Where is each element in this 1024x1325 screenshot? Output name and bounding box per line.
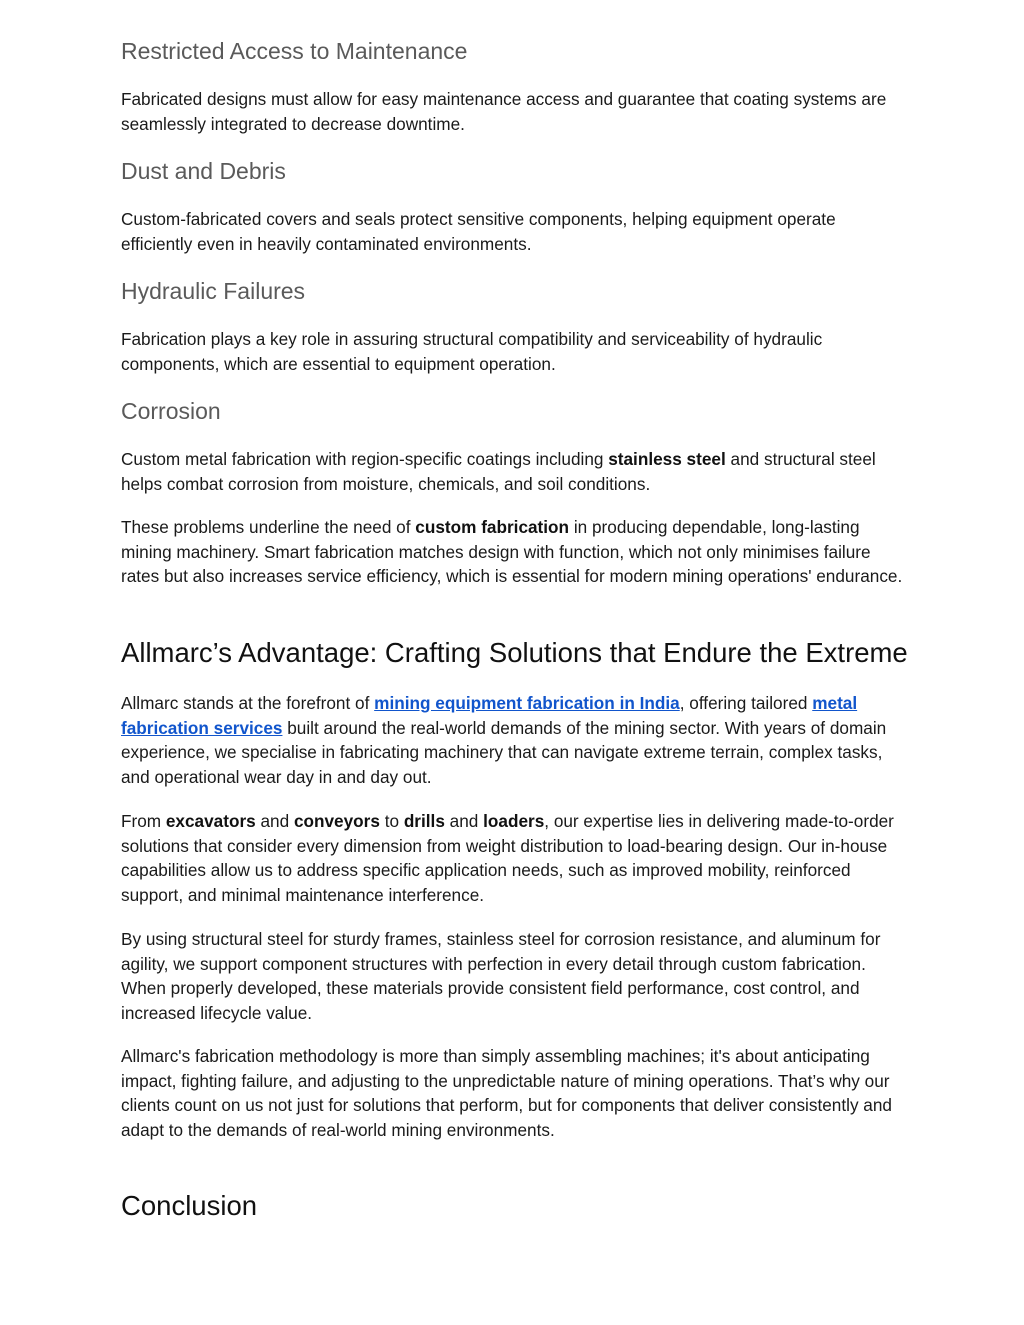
paragraph-hydraulic: Fabrication plays a key role in assuring structural compatibility and serviceability of hydraulic components, which are essential to equipment operation. <box>121 329 823 374</box>
section-heading-corrosion: Corrosion <box>121 398 221 424</box>
paragraph-advantage-methodology: Allmarc's fabrication methodology is more than simply assembling machines; it's about anticipating impact, fighting failure, and adjusting to the unpredictable nature of mining operations. That’s why our clients count on us not just for solutions that perform, but for components that deliver consistently and adapt to the demands of real-world mining environments. <box>121 1046 892 1140</box>
paragraph-corrosion <box>121 447 911 496</box>
paragraph-advantage-intro <box>121 691 911 789</box>
text-run: and <box>444 811 484 831</box>
link-mining-equipment-fabrication[interactable]: mining equipment fabrication in India <box>374 693 680 713</box>
text-run: , our expertise lies in delivering made-to-order solutions that consider every dimension from weight distribution to load-bearing design. Our in-house capabilities allow us to address specific application needs, such as improved mobility, reinforced support, and minimal maintenance interference. <box>121 811 894 905</box>
section-heading-dust: Dust and Debris <box>121 158 286 184</box>
link-metal-fabrication-services[interactable]: metal fabrication services <box>121 693 858 738</box>
text-run: and structural steel helps combat corrosion from moisture, chemicals, and soil conditions. <box>121 449 876 494</box>
paragraph-dust: Custom-fabricated covers and seals protect sensitive components, helping equipment operate efficiently even in heavily contaminated environments. <box>121 209 836 254</box>
bold-custom-fabrication: custom fabrication <box>415 517 570 537</box>
advantage-heading: Allmarc’s Advantage: Crafting Solutions that Endure the Extreme <box>121 637 908 668</box>
bold-loaders: loaders <box>483 811 545 831</box>
text-run: , offering tailored <box>679 693 813 713</box>
paragraph-problems <box>121 515 911 589</box>
text-run: to <box>379 811 404 831</box>
bold-excavators: excavators <box>165 811 256 831</box>
paragraph-maintenance: Fabricated designs must allow for easy maintenance access and guarantee that coating systems are seamlessly integrated to decrease downtime. <box>121 89 887 134</box>
bold-conveyors: conveyors <box>293 811 380 831</box>
paragraph-advantage-expertise <box>121 809 911 907</box>
text-run: Allmarc stands at the forefront of <box>121 693 375 713</box>
text-run: Custom metal fabrication with region-specific coatings including <box>121 449 609 469</box>
section-heading-hydraulic: Hydraulic Failures <box>121 278 306 304</box>
conclusion-heading: Conclusion <box>121 1190 258 1221</box>
text-run: in producing dependable, long-lasting mining machinery. Smart fabrication matches design with function, which not only minimises failure rates but also increases service efficiency, which is essential for modern mining operations' endurance. <box>121 517 903 586</box>
bold-stainless-steel: stainless steel <box>608 449 726 469</box>
text-run: From <box>121 811 166 831</box>
bold-drills: drills <box>403 811 445 831</box>
text-run: and <box>255 811 294 831</box>
paragraph-advantage-materials: By using structural steel for sturdy frames, stainless steel for corrosion resistance, and aluminum for agility, we support component structures with perfection in every detail through custom fabrication. When properly developed, these materials provide consistent field performance, cost control, and increased lifecycle value. <box>121 929 881 1023</box>
section-heading-maintenance: Restricted Access to Maintenance <box>121 38 468 64</box>
text-run: built around the real-world demands of the mining sector. With years of domain experience, we specialise in fabricating machinery that can navigate extreme terrain, complex tasks, and operational wear day in and day out. <box>121 717 887 787</box>
text-run: These problems underline the need of <box>121 517 416 537</box>
